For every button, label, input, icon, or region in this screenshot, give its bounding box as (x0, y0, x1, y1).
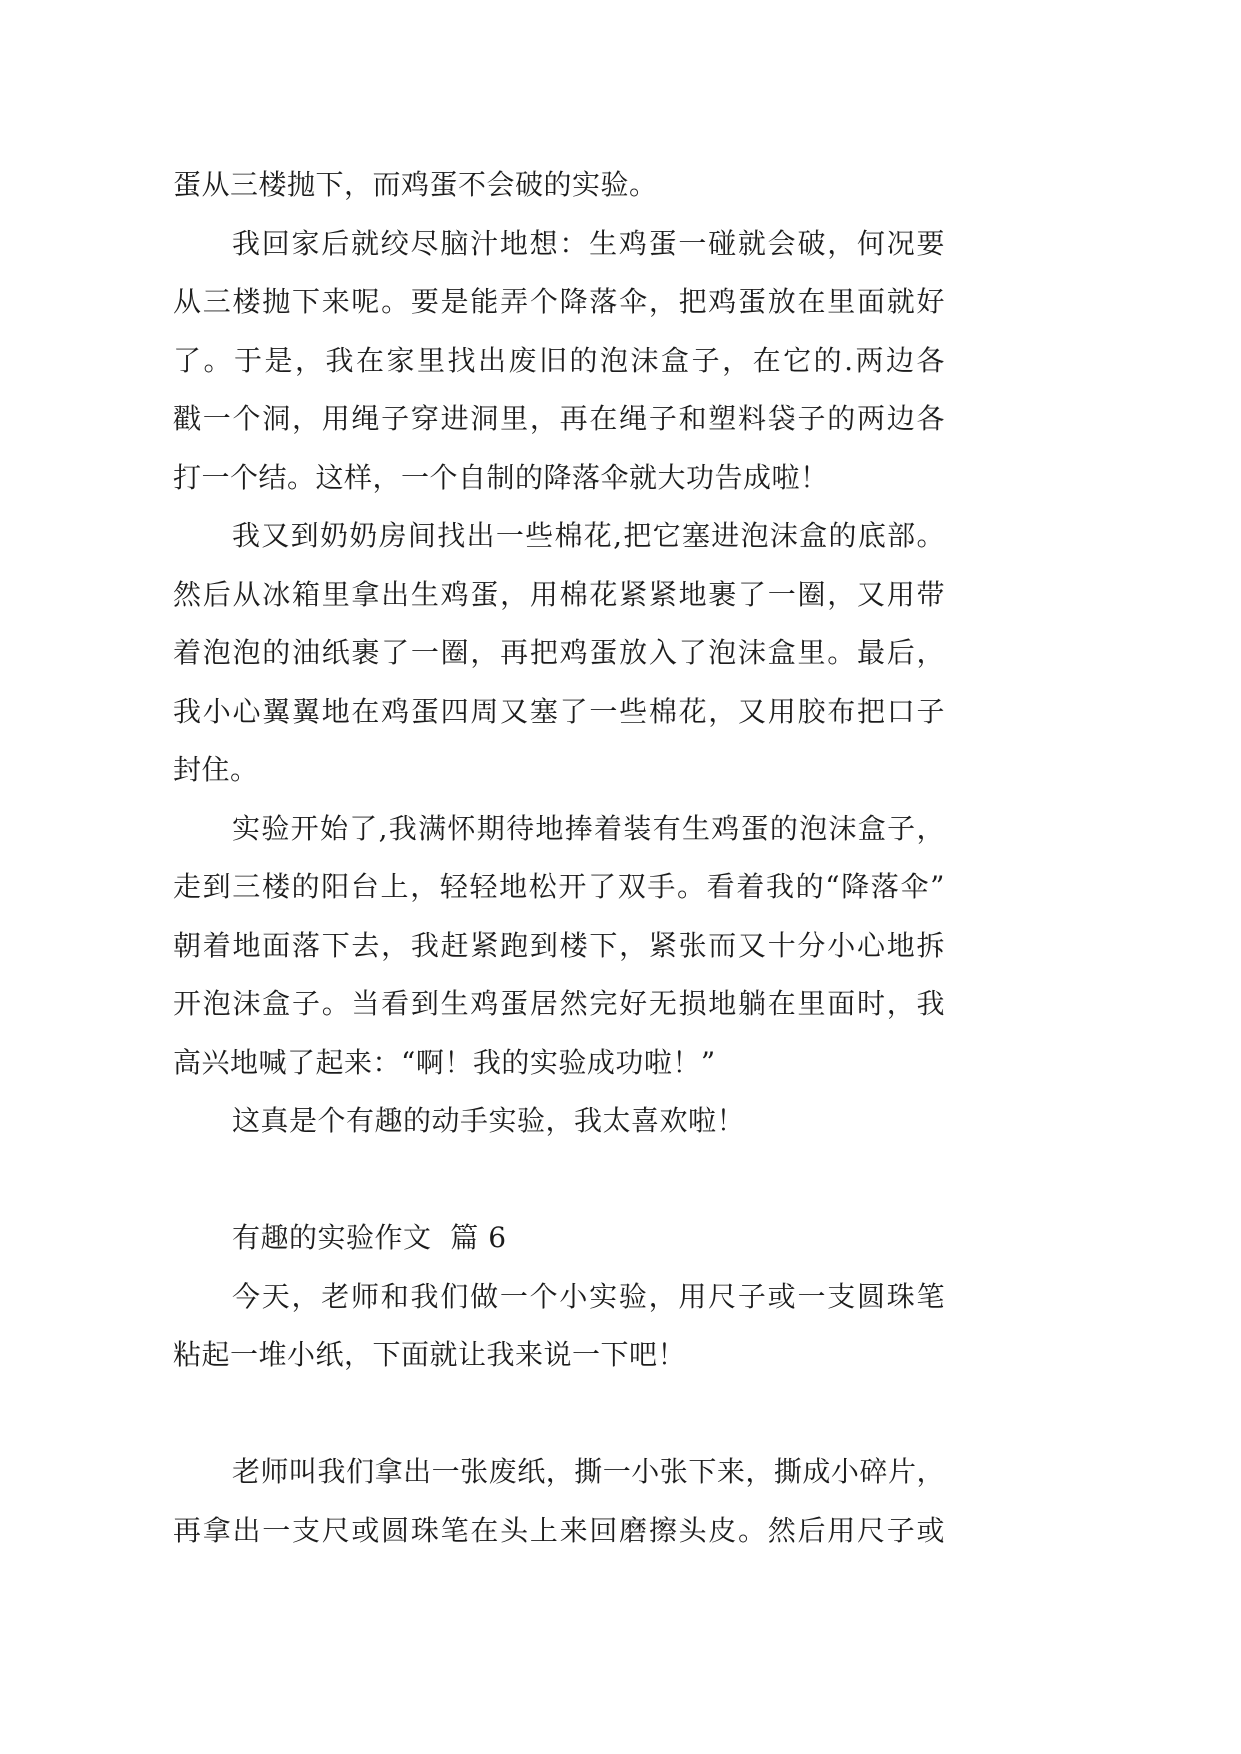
text-line: 实验开始了,我满怀期待地捧着装有生鸡蛋的泡沫盒子， (232, 811, 945, 845)
blank-line (173, 1151, 945, 1210)
text-line: 走到三楼的阳台上，轻轻地松开了双手。看着我的“降落伞” (173, 870, 945, 903)
text-line: 今天，老师和我们做一个小实验，用尺子或一支圆珠笔 (232, 1279, 945, 1313)
text-line: 我又到奶奶房间找出一些棉花,把它塞进泡沫盒的底部。 (232, 519, 945, 552)
text-line: 打一个结。这样，一个自制的降落伞就大功告成啦！ (173, 460, 829, 494)
section-heading: 有趣的实验作文 篇 6 (232, 1221, 507, 1254)
text-line: 了。于是，我在家里找出废旧的泡沫盒子，在它的.两边各 (173, 343, 945, 377)
paragraph (173, 507, 945, 800)
blank-line (173, 1385, 945, 1444)
text-line: 然后从冰箱里拿出生鸡蛋，用棉花紧紧地裹了一圈，又用带 (173, 577, 945, 611)
paragraph (173, 800, 945, 1093)
paragraph (173, 1092, 945, 1151)
text-line: 这真是个有趣的动手实验，我太喜欢啦！ (232, 1104, 746, 1137)
text-line: 朝着地面落下去，我赶紧跑到楼下，紧张而又十分小心地拆 (173, 928, 945, 962)
paragraph (173, 156, 945, 215)
text-line: 老师叫我们拿出一张废纸，撕一小张下来，撕成小碎片， (232, 1455, 945, 1488)
text-line: 我小心翼翼地在鸡蛋四周又塞了一些棉花，又用胶布把口子 (173, 694, 945, 728)
body-text (173, 156, 945, 1560)
text-line: 再拿出一支尺或圆珠笔在头上来回磨擦头皮。然后用尺子或 (173, 1513, 945, 1547)
text-line: 从三楼抛下来呢。要是能弄个降落伞，把鸡蛋放在里面就好 (173, 285, 945, 318)
text-line: 蛋从三楼抛下，而鸡蛋不会破的实验。 (173, 168, 658, 201)
text-line: 我回家后就绞尽脑汁地想：生鸡蛋一碰就会破，何况要 (232, 226, 945, 260)
text-line: 开泡沫盒子。当看到生鸡蛋居然完好无损地躺在里面时，我 (173, 987, 945, 1020)
text-line: 封住。 (173, 753, 259, 786)
paragraph (173, 1268, 945, 1385)
text-line: 着泡泡的油纸裹了一圈，再把鸡蛋放入了泡沫盒里。最后， (173, 636, 945, 669)
text-line: 粘起一堆小纸，下面就让我来说一下吧！ (173, 1338, 687, 1371)
text-line: 高兴地喊了起来：“啊！我的实验成功啦！” (173, 1045, 716, 1079)
paragraph (173, 215, 945, 508)
paragraph (173, 1443, 945, 1560)
text-line: 戳一个洞，用绳子穿进洞里，再在绳子和塑料袋子的两边各 (173, 402, 945, 435)
